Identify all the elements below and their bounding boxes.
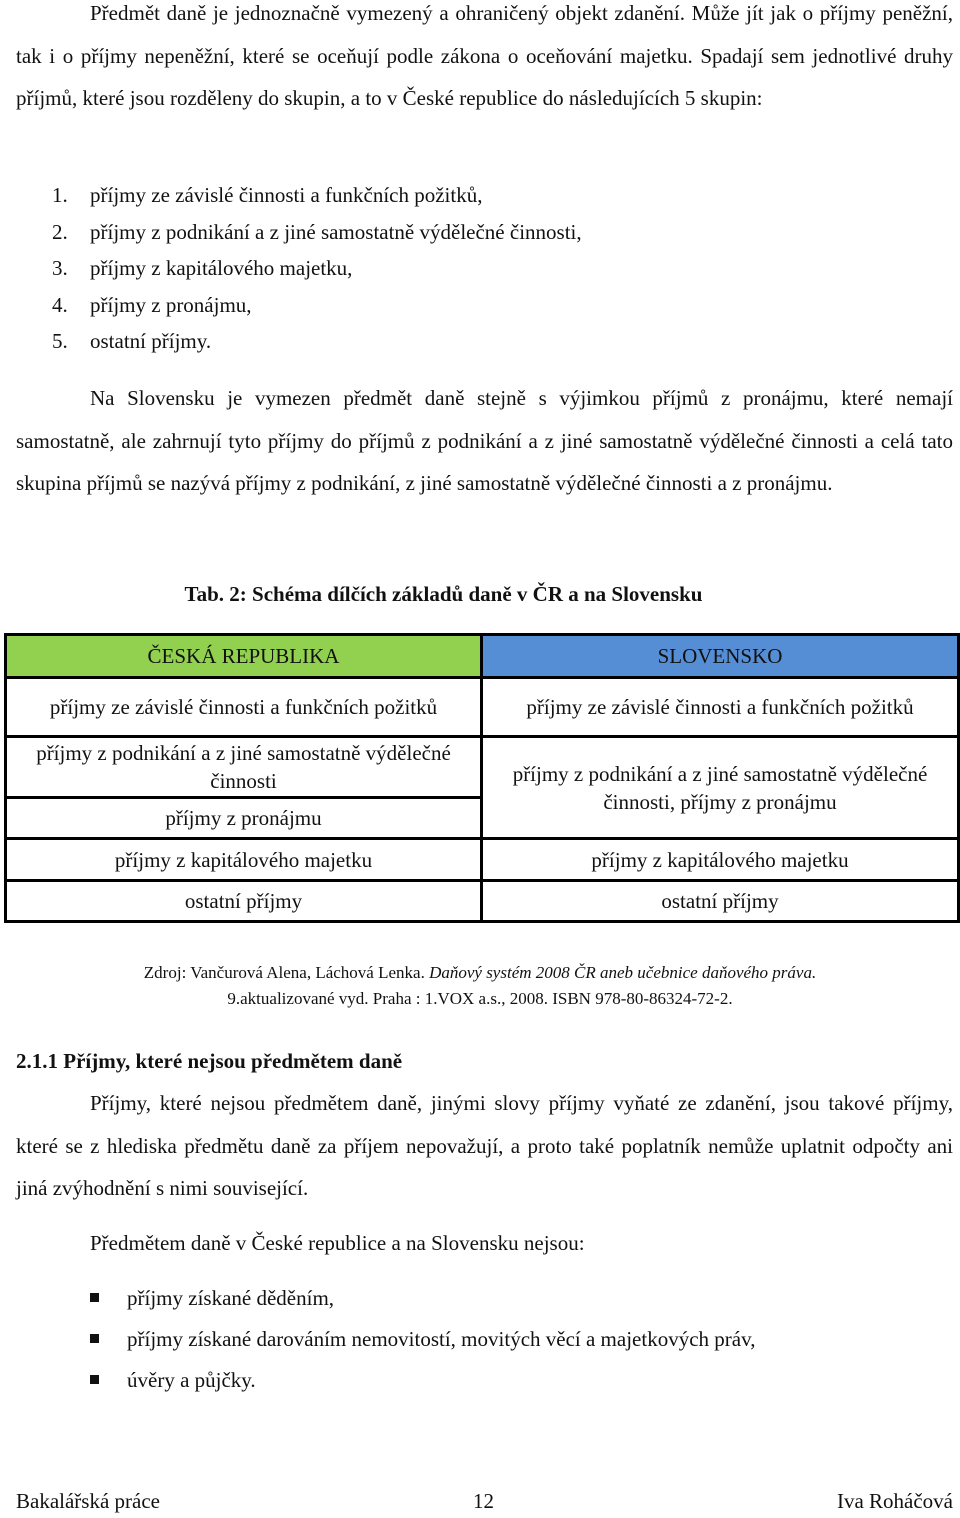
- bullet-square-icon: [90, 1334, 99, 1343]
- cz-cell: příjmy ze závislé činnosti a funkčních požitků: [6, 678, 482, 737]
- source-line-2: 9.aktualizované vyd. Praha : 1.VOX a.s., 2008. ISBN 978-80-86324-72-2.: [227, 989, 733, 1008]
- cz-cell: příjmy z pronájmu: [165, 806, 322, 830]
- list-item: příjmy získané děděním,: [90, 1278, 755, 1319]
- cz-cell: příjmy z podnikání a z jiné samostatně výdělečné činnosti: [7, 738, 480, 799]
- list-item: 2. příjmy z podnikání a z jiné samostatně výdělečné činnosti,: [52, 219, 582, 244]
- sk-cell: příjmy z podnikání a z jiné samostatně výdělečné činnosti, příjmy z pronájmu: [482, 737, 959, 839]
- section-heading: 2.1.1 Příjmy, které nejsou předmětem daně: [16, 1049, 403, 1073]
- list-item: 4. příjmy z pronájmu,: [52, 292, 252, 317]
- table-caption: Tab. 2: Schéma dílčích základů daně v ČR a na Slovensku: [184, 582, 703, 606]
- exempt-income-list: [90, 1278, 755, 1401]
- list-item: úvěry a půjčky.: [90, 1360, 755, 1401]
- source-line-1: Zdroj: Vančurová Alena, Láchová Lenka. Daňový systém 2008 ČR aneb učebnice daňového práva.: [143, 963, 817, 982]
- intro-paragraph-2: Na Slovensku je vymezen předmět daně stejně s výjimkou příjmů z pronájmu, které nemají samostatně, ale zahrnují tyto příjmy do příjmů z podnikání a z jiné samostatně výdělečné činnosti a celá tato skupina příjmů se nazývá příjmy z podnikání, z jiné samostatně výdělečné činnosti a z pronájmu.: [16, 386, 953, 495]
- cz-cell: příjmy z kapitálového majetku: [6, 839, 482, 881]
- section-paragraph-1: Příjmy, které nejsou předmětem daně, jinými slovy příjmy vyňaté ze zdanění, jsou takové příjmy, které se z hlediska předmětu daně za příjem nepovažují, a proto také poplatník nemůže uplatnit odpočty ani jiná zvýhodnění s nimi související.: [16, 1091, 953, 1200]
- list-item: 5. ostatní příjmy.: [52, 329, 212, 353]
- footer-author: Iva Roháčová: [836, 1489, 953, 1513]
- header-czech-republic: ČESKÁ REPUBLIKA: [6, 635, 482, 678]
- page-number: 12: [473, 1489, 494, 1513]
- table-source: [0, 960, 960, 1012]
- bullet-square-icon: [90, 1375, 99, 1384]
- list-item: 3. příjmy z kapitálového majetku,: [52, 256, 353, 280]
- cz-combined-cell: [6, 737, 482, 839]
- list-item: 1. příjmy ze závislé činnosti a funkčních požitků,: [52, 183, 483, 207]
- sk-cell: příjmy ze závislé činnosti a funkčních požitků: [482, 678, 959, 737]
- cz-cell: ostatní příjmy: [6, 881, 482, 922]
- footer-document-type: Bakalářská práce: [16, 1489, 160, 1513]
- sk-cell: ostatní příjmy: [482, 881, 959, 922]
- tax-base-table: [4, 633, 960, 923]
- sk-cell: příjmy z kapitálového majetku: [482, 839, 959, 881]
- list-item: příjmy získané darováním nemovitostí, movitých věcí a majetkových práv,: [90, 1319, 755, 1360]
- intro-paragraph-1: Předmět daně je jednoznačně vymezený a ohraničený objekt zdanění. Může jít jak o příjmy peněžní, tak i o příjmy nepeněžní, které se oceňují podle zákona o oceňování majetku. Spadají sem jednotlivé druhy příjmů, které jsou rozděleny do skupin, a to v České republice do následujících 5 skupin:: [16, 1, 953, 110]
- header-slovakia: SLOVENSKO: [482, 635, 959, 678]
- bullet-square-icon: [90, 1293, 99, 1302]
- income-groups-list: [52, 177, 582, 360]
- section-paragraph-2: Předmětem daně v České republice a na Slovensku nejsou:: [90, 1231, 585, 1255]
